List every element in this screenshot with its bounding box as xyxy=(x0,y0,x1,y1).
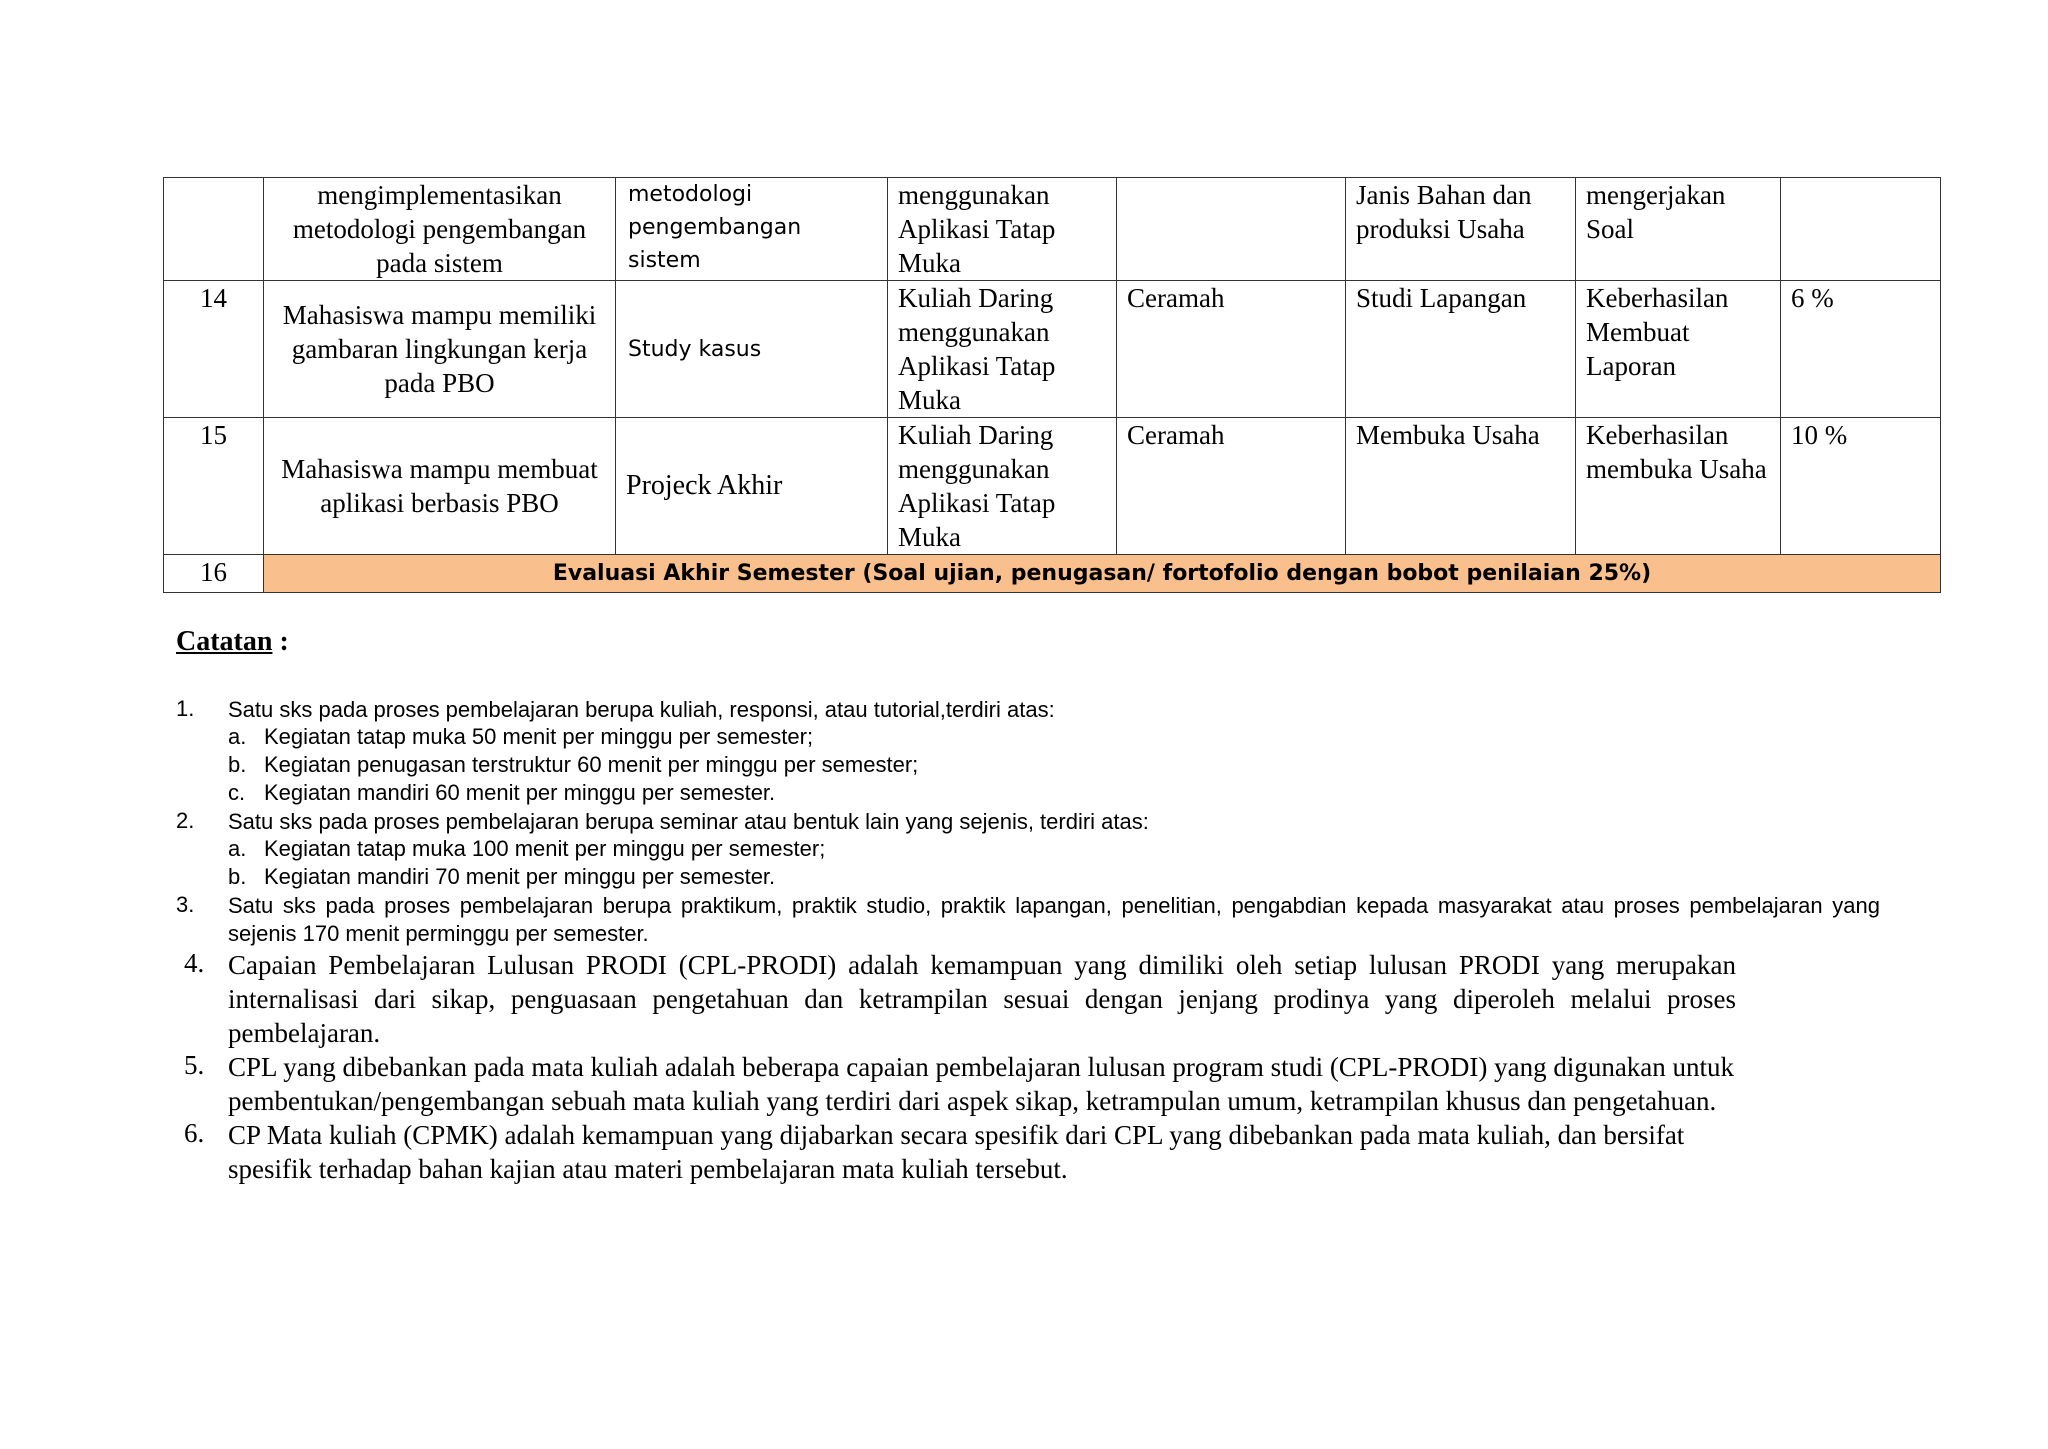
table-row xyxy=(164,178,1941,281)
pengalaman-cell: Janis Bahan dan produksi Usaha xyxy=(1346,178,1576,281)
row-number: 15 xyxy=(164,418,264,555)
note-text: CP Mata kuliah (CPMK) adalah kemampuan yang dijabarkan secara spesifik dari CPL yang dibebankan pada mata kuliah, dan bersifat spesifik terhadap bahan kajian atau materi pembelajaran mata kuliah tersebut. xyxy=(228,1120,1685,1184)
materi-cell: Study kasus xyxy=(616,281,888,418)
kriteria-cell: mengerjakan Soal xyxy=(1576,178,1781,281)
subnote-letter: c. xyxy=(228,780,246,805)
materi-cell: metodologi pengembangan sistem xyxy=(616,178,888,281)
bentuk-cell: Kuliah Daring menggunakan Aplikasi Tatap Muka xyxy=(888,281,1117,418)
final-evaluation-row xyxy=(164,555,1941,593)
pengalaman-cell: Studi Lapangan xyxy=(1346,281,1576,418)
subnote-text: Kegiatan penugasan terstruktur 60 menit per minggu per semester; xyxy=(264,752,919,777)
rps-table xyxy=(163,177,1941,593)
table-row xyxy=(164,418,1941,555)
bobot-cell: 6 % xyxy=(1781,281,1941,418)
capaian-cell: Mahasiswa mampu memiliki gambaran lingkungan kerja pada PBO xyxy=(264,281,616,418)
bentuk-cell: menggunakan Aplikasi Tatap Muka xyxy=(888,178,1117,281)
materi-cell: Projeck Akhir xyxy=(616,418,888,555)
subnote-letter: a. xyxy=(228,724,247,749)
note-number: 6. xyxy=(184,1118,205,1148)
table-row xyxy=(164,281,1941,418)
metode-cell: Ceramah xyxy=(1117,281,1346,418)
note-text: Capaian Pembelajaran Lulusan PRODI (CPL-PRODI) adalah kemampuan yang dimiliki oleh setiap lulusan PRODI yang merupakan internalisasi dari sikap, penguasaan pengetahuan dan ketrampilan sesuai dengan jenjang prodinya yang diperoleh melalui proses pembelajaran. xyxy=(228,950,1736,1048)
notes-heading-label: Catatan xyxy=(176,626,273,657)
row-number: 14 xyxy=(164,281,264,418)
subnote-text: Kegiatan tatap muka 100 menit per minggu per semester; xyxy=(264,836,826,861)
subnote-letter: b. xyxy=(228,864,247,889)
note-number: 3. xyxy=(176,892,195,917)
row-number: 16 xyxy=(164,555,264,593)
subnote-text: Kegiatan mandiri 70 menit per minggu per semester. xyxy=(264,864,776,889)
row-number xyxy=(164,178,264,281)
note-text: Satu sks pada proses pembelajaran berupa kuliah, responsi, atau tutorial,terdiri atas: xyxy=(228,697,1055,722)
note-text: CPL yang dibebankan pada mata kuliah adalah beberapa capaian pembelajaran lulusan program studi (CPL-PRODI) yang digunakan untuk pembentukan/pengembangan sebuah mata kuliah yang terdiri dari aspek sikap, ketrampulan umum, ketrampilan khusus dan pengetahuan. xyxy=(228,1052,1735,1116)
note-number: 5. xyxy=(184,1050,205,1080)
bobot-cell: 10 % xyxy=(1781,418,1941,555)
note-text: Satu sks pada proses pembelajaran berupa seminar atau bentuk lain yang sejenis, terdiri atas: xyxy=(228,809,1149,834)
subnote-text: Kegiatan tatap muka 50 menit per minggu per semester; xyxy=(264,724,814,749)
capaian-cell: Mahasiswa mampu membuat aplikasi berbasis PBO xyxy=(264,418,616,555)
final-evaluation-cell: Evaluasi Akhir Semester (Soal ujian, penugasan/ fortofolio dengan bobot penilaian 25%) xyxy=(264,555,1941,593)
notes-heading xyxy=(176,626,289,658)
subnote-letter: a. xyxy=(228,836,247,861)
note-number: 4. xyxy=(184,948,205,978)
kriteria-cell: Keberhasilan membuka Usaha xyxy=(1576,418,1781,555)
pengalaman-cell: Membuka Usaha xyxy=(1346,418,1576,555)
note-text: Satu sks pada proses pembelajaran berupa praktikum, praktik studio, praktik lapangan, penelitian, pengabdian kepada masyarakat atau proses pembelajaran yang sejenis 170 menit perminggu per semester. xyxy=(228,893,1880,946)
note-number: 1. xyxy=(176,696,195,721)
capaian-cell: mengimplementasikan metodologi pengembangan pada sistem xyxy=(264,178,616,281)
kriteria-cell: Keberhasilan Membuat Laporan xyxy=(1576,281,1781,418)
bentuk-cell: Kuliah Daring menggunakan Aplikasi Tatap Muka xyxy=(888,418,1117,555)
subnote-letter: b. xyxy=(228,752,247,777)
note-number: 2. xyxy=(176,808,195,833)
bobot-cell xyxy=(1781,178,1941,281)
notes-heading-colon: : xyxy=(272,626,289,657)
subnote-text: Kegiatan mandiri 60 menit per minggu per semester. xyxy=(264,780,776,805)
metode-cell xyxy=(1117,178,1346,281)
metode-cell: Ceramah xyxy=(1117,418,1346,555)
